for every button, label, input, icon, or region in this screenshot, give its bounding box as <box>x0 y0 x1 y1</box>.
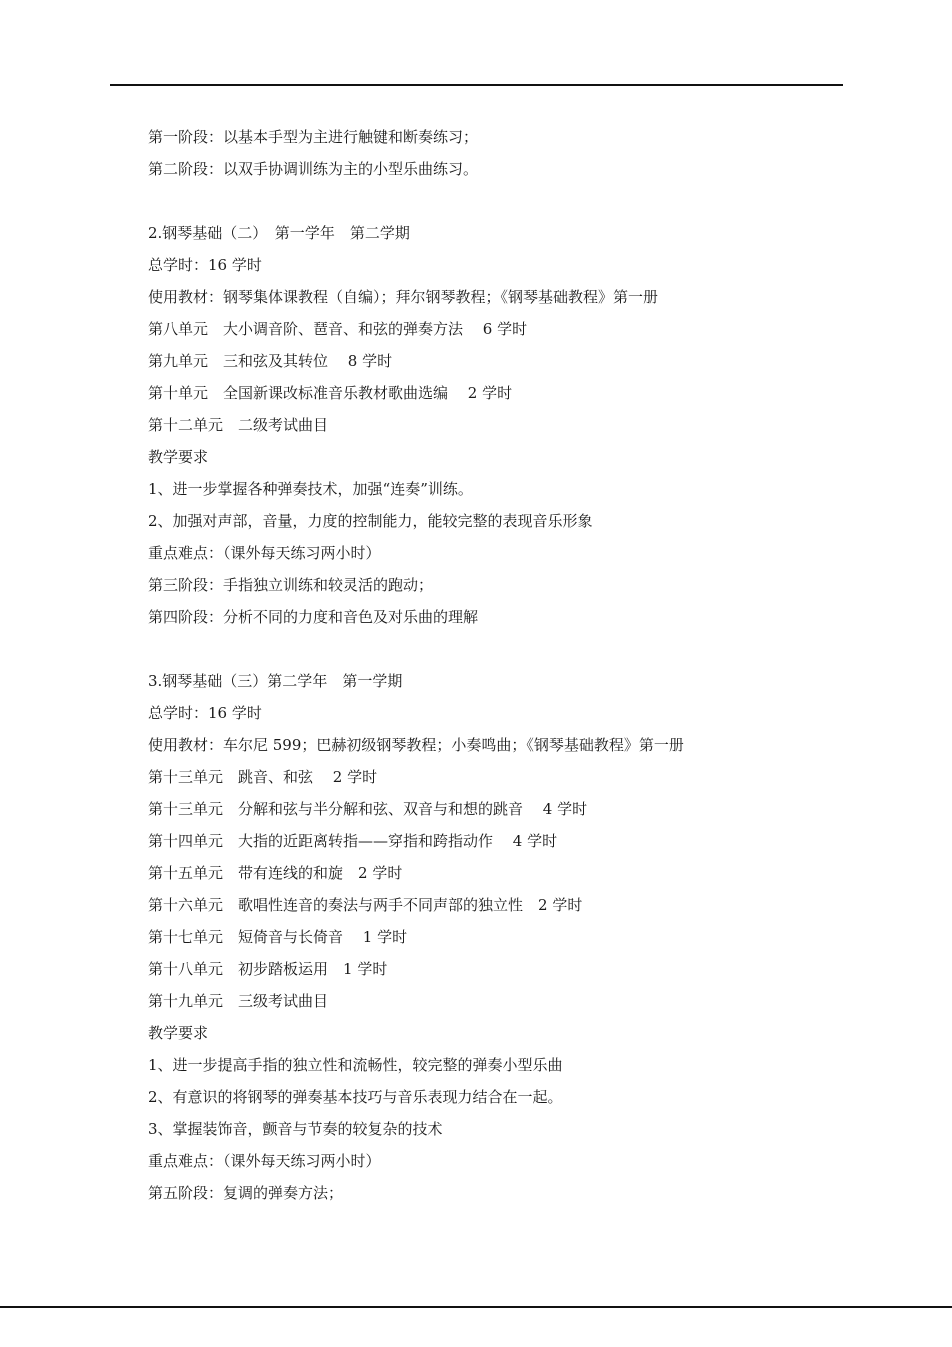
stage-3-text: 第三阶段：手指独立训练和较灵活的跑动； <box>148 576 434 594</box>
unit-18: 第十八单元 初步踏板运用 1 学时 <box>148 960 388 978</box>
key-difficulties: 重点难点：（课外每天练习两小时） <box>148 544 381 562</box>
unit-19: 第十九单元 三级考试曲目 <box>148 992 329 1010</box>
textbooks: 使用教材：钢琴集体课教程（自编）；拜尔钢琴教程；《钢琴基础教程》第一册 <box>148 288 659 306</box>
stage-5-text: 第五阶段：复调的弹奏方法； <box>148 1184 344 1202</box>
unit-17: 第十七单元 短倚音与长倚音 1 学时 <box>148 928 408 946</box>
textbooks: 使用教材：车尔尼 599；巴赫初级钢琴教程；小奏鸣曲；《钢琴基础教程》第一册 <box>148 736 684 754</box>
header-rule <box>110 84 843 86</box>
teaching-requirements-heading: 教学要求 <box>148 448 209 466</box>
requirement-2: 2、加强对声部，音量，力度的控制能力，能较完整的表现音乐形象 <box>148 512 593 530</box>
unit-9: 第九单元 三和弦及其转位 8 学时 <box>148 352 393 370</box>
unit-13b: 第十三单元 分解和弦与半分解和弦、双音与和想的跳音 4 学时 <box>148 800 588 818</box>
unit-10: 第十单元 全国新课改标准音乐教材歌曲选编 2 学时 <box>148 384 513 402</box>
section-2-heading: 2.钢琴基础（二） 第一学年 第二学期 <box>148 224 410 242</box>
total-hours: 总学时：16 学时 <box>148 256 262 274</box>
requirement-1: 1、进一步提高手指的独立性和流畅性，较完整的弹奏小型乐曲 <box>148 1056 563 1074</box>
stage-1-text: 第一阶段：以基本手型为主进行触键和断奏练习； <box>148 128 479 146</box>
unit-14: 第十四单元 大指的近距离转指——穿指和跨指动作 4 学时 <box>148 832 558 850</box>
document-body <box>148 121 848 1209</box>
unit-15: 第十五单元 带有连线的和旋 2 学时 <box>148 864 403 882</box>
section-spacer <box>148 185 848 217</box>
requirement-3: 3、掌握装饰音，颤音与节奏的较复杂的技术 <box>148 1120 443 1138</box>
teaching-requirements-heading: 教学要求 <box>148 1024 209 1042</box>
requirement-1: 1、进一步掌握各种弹奏技术，加强“连奏”训练。 <box>148 480 473 498</box>
total-hours: 总学时：16 学时 <box>148 704 262 722</box>
unit-12: 第十二单元 二级考试曲目 <box>148 416 329 434</box>
section-3-heading: 3.钢琴基础（三）第二学年 第一学期 <box>148 672 403 690</box>
unit-13a: 第十三单元 跳音、和弦 2 学时 <box>148 768 378 786</box>
stage-2-text: 第二阶段：以双手协调训练为主的小型乐曲练习。 <box>148 160 479 178</box>
unit-16: 第十六单元 歌唱性连音的奏法与两手不同声部的独立性 2 学时 <box>148 896 583 914</box>
requirement-2: 2、有意识的将钢琴的弹奏基本技巧与音乐表现力结合在一起。 <box>148 1088 563 1106</box>
key-difficulties: 重点难点：（课外每天练习两小时） <box>148 1152 381 1170</box>
footer-rule <box>0 1306 952 1308</box>
unit-8: 第八单元 大小调音阶、琶音、和弦的弹奏方法 6 学时 <box>148 320 528 338</box>
stage-4-text: 第四阶段：分析不同的力度和音色及对乐曲的理解 <box>148 608 479 626</box>
section-spacer <box>148 633 848 665</box>
